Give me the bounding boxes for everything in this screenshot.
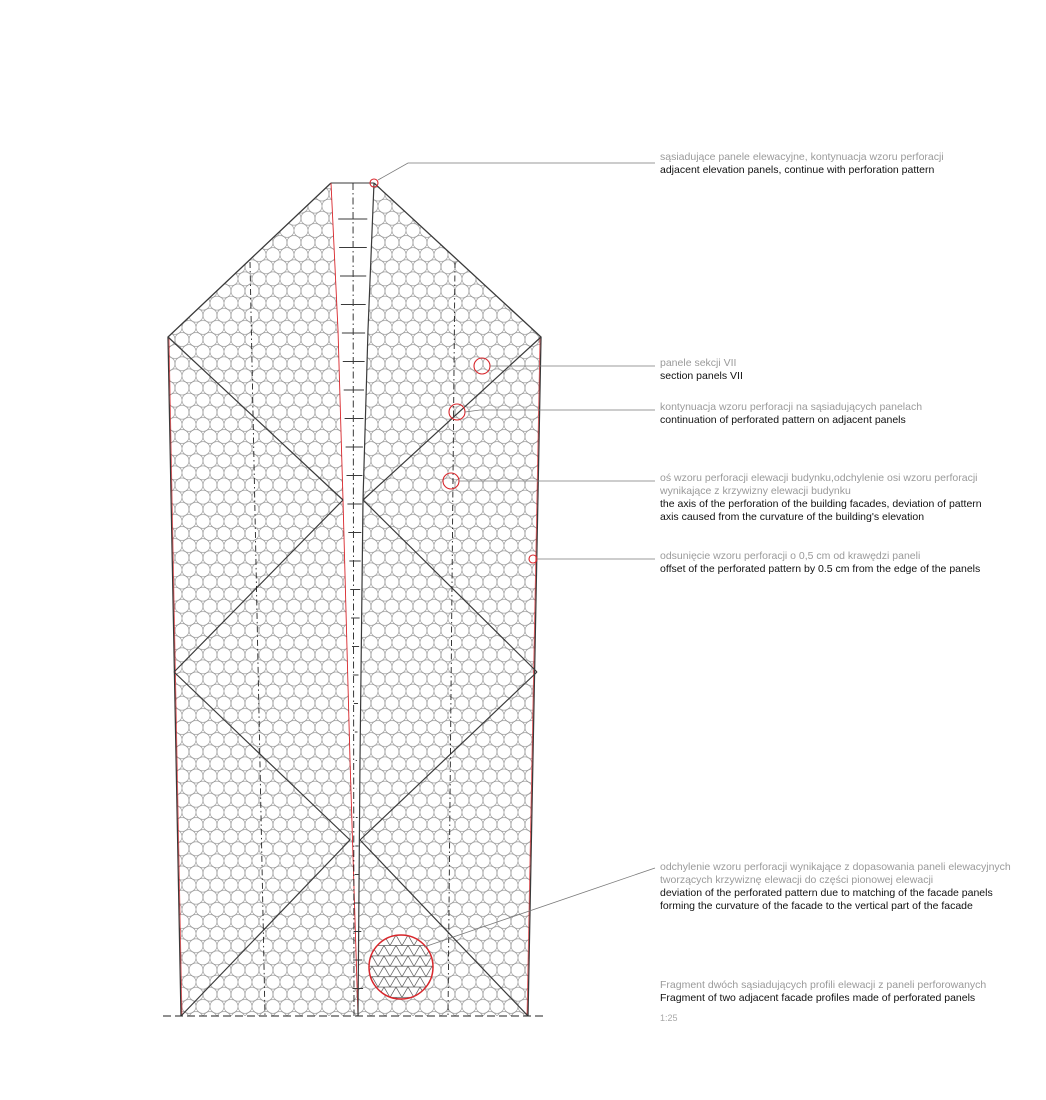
annotation-pattern-continuation [660, 401, 922, 427]
left-facade-profile [168, 183, 358, 1016]
annotation-pl: oś wzoru perforacji elewacji budynku,odchylenie osi wzoru perforacji [660, 472, 978, 484]
annotation-en: section panels VII [660, 370, 743, 382]
left-panel-surface [168, 183, 358, 1016]
annotation-en: axis caused from the curvature of the building's elevation [660, 511, 925, 523]
annotation-en: the axis of the perforation of the building facades, deviation of pattern [660, 498, 982, 510]
annotation-pl: panele sekcji VII [660, 357, 737, 369]
annotation-pl: wynikające z krzywizny elewacji budynku [660, 485, 851, 497]
drawing-title-pl: Fragment dwóch sąsiadujących profili elewacji z paneli perforowanych [660, 979, 987, 991]
annotation-section-panels [660, 357, 743, 383]
annotation-en: adjacent elevation panels, continue with perforation pattern [660, 164, 935, 176]
annotation-pl: tworzących krzywiznę elewacji do części pionowej elewacji [660, 874, 934, 886]
annotation-en: forming the curvature of the facade to the vertical part of the facade [660, 900, 973, 912]
annotation-pattern-offset [660, 550, 980, 576]
annotation-en: offset of the perforated pattern by 0.5 cm from the edge of the panels [660, 563, 981, 575]
drawing-scale: 1:25 [660, 1013, 678, 1023]
annotation-pl: odsunięcie wzoru perforacji o 0,5 cm od krawędzi paneli [660, 550, 921, 562]
annotation-en: continuation of perforated pattern on adjacent panels [660, 414, 906, 426]
right-panel-surface [358, 183, 541, 1016]
right-facade-profile [358, 183, 541, 1016]
annotation-pattern-deviation [660, 861, 1011, 913]
annotation-pattern-axis [660, 472, 982, 524]
annotation-adjacent-panels [660, 151, 944, 177]
drawing-title [660, 979, 986, 1005]
annotation-pl: sąsiadujące panele elewacyjne, kontynuacja wzoru perforacji [660, 151, 944, 163]
annotation-pl: kontynuacja wzoru perforacji na sąsiadujących panelach [660, 401, 923, 413]
annotation-en: deviation of the perforated pattern due to matching of the facade panels [660, 887, 993, 899]
annotation-pl: odchylenie wzoru perforacji wynikające z dopasowania paneli elewacyjnych [660, 861, 1011, 873]
leader-adjacent-panels [378, 163, 655, 180]
drawing-title-en: Fragment of two adjacent facade profiles made of perforated panels [660, 992, 976, 1004]
